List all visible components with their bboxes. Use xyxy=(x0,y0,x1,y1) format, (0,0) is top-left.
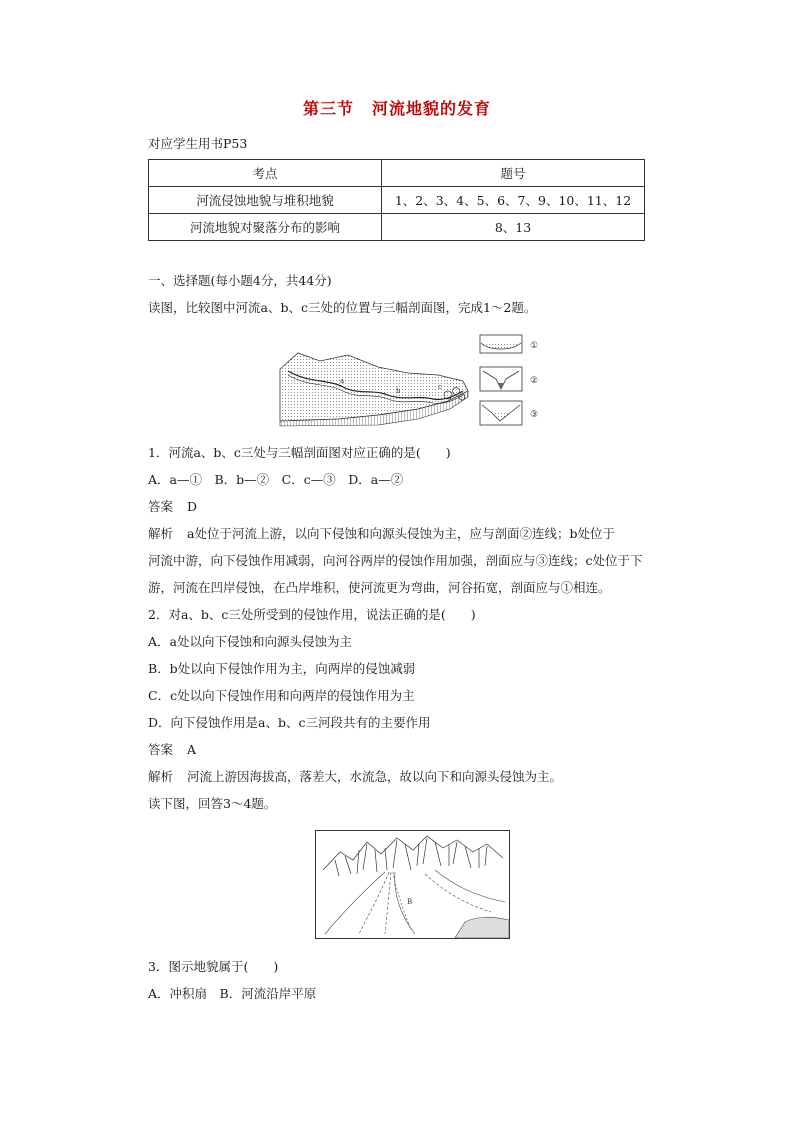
answer-label: 答案 xyxy=(148,742,174,757)
river-valley-figure xyxy=(278,331,544,427)
answer-value: D xyxy=(187,499,198,514)
analysis-text: 河流上游因海拔高，落差大，水流急，故以向下和向源头侵蚀为主。 xyxy=(187,769,563,784)
alluvial-fan-figure xyxy=(315,830,510,939)
question-2-stem: 2．对a、b、c三处所受到的侵蚀作用，说法正确的是( ) xyxy=(148,607,476,622)
answer-label: 答案 xyxy=(148,499,174,514)
question-2-option-b: B．b处以向下侵蚀作用为主，向两岸的侵蚀减弱 xyxy=(148,661,416,676)
table-row xyxy=(149,187,645,214)
question-1-options: A．a—① B．b—② C．c—③ D．a—② xyxy=(148,472,404,487)
point-label-b: B xyxy=(407,898,413,906)
question-2-option-c: C．c处以向下侵蚀作用和向两岸的侵蚀作用为主 xyxy=(148,688,415,703)
question-3-options: A．冲积扇 B．河流沿岸平原 xyxy=(148,986,317,1001)
cross-section-3 xyxy=(480,401,522,425)
section-label-3: ③ xyxy=(530,410,539,420)
section-name: 河流地貌的发育 xyxy=(372,99,492,118)
table-header: 考点 xyxy=(149,160,382,187)
answer-value: A xyxy=(187,742,197,757)
analysis-line: 游，河流在凹岸侵蚀，在凸岸堆积，使河流更为弯曲，河谷拓宽，剖面应与①相连。 xyxy=(148,580,611,595)
table-cell: 1、2、3、4、5、6、7、9、10、11、12 xyxy=(382,187,645,214)
question-1-analysis xyxy=(148,524,615,542)
svg-text:a: a xyxy=(340,377,345,385)
section-heading: 一、选择题(每小题4分，共44分) xyxy=(148,273,332,288)
valley-block-diagram xyxy=(280,353,468,426)
question-2-answer xyxy=(148,740,196,758)
table-cell: 河流侵蚀地貌与堆积地貌 xyxy=(149,187,382,214)
analysis-line: 河流中游，向下侵蚀作用减弱，向河谷两岸的侵蚀作用加强，剖面应与③连线；c处位于下 xyxy=(148,553,643,568)
cross-section-2 xyxy=(480,367,522,391)
section-number: 第三节 xyxy=(302,99,354,118)
page-title xyxy=(0,96,794,119)
analysis-label: 解析 xyxy=(148,526,174,541)
svg-text:b: b xyxy=(396,387,401,395)
cross-section-1 xyxy=(480,335,522,353)
question-1-stem: 1．河流a、b、c三处与三幅剖面图对应正确的是( ) xyxy=(148,445,451,460)
table-cell: 8、13 xyxy=(382,214,645,241)
question-3-stem: 3．图示地貌属于( ) xyxy=(148,959,279,974)
question-1-answer xyxy=(148,497,197,515)
question-2-analysis xyxy=(148,767,562,785)
analysis-label: 解析 xyxy=(148,769,174,784)
svg-text:c: c xyxy=(438,383,442,391)
book-reference: 对应学生用书P53 xyxy=(148,136,248,151)
analysis-text: a处位于河流上游，以向下侵蚀和向源头侵蚀为主，应与剖面②连线；b处位于 xyxy=(187,526,615,541)
section-label-1: ① xyxy=(530,341,539,351)
table-header: 题号 xyxy=(382,160,645,187)
table-header-row xyxy=(149,160,645,187)
question-2-option-d: D．向下侵蚀作用是a、b、c三河段共有的主要作用 xyxy=(148,715,431,730)
table-row xyxy=(149,214,645,241)
intro-text-2: 读下图，回答3～4题。 xyxy=(148,796,277,811)
section-label-2: ② xyxy=(530,376,539,386)
topic-table xyxy=(148,159,645,241)
intro-text-1: 读图，比较图中河流a、b、c三处的位置与三幅剖面图，完成1～2题。 xyxy=(148,300,537,315)
table-cell: 河流地貌对聚落分布的影响 xyxy=(149,214,382,241)
question-2-option-a: A．a处以向下侵蚀和向源头侵蚀为主 xyxy=(148,634,352,649)
